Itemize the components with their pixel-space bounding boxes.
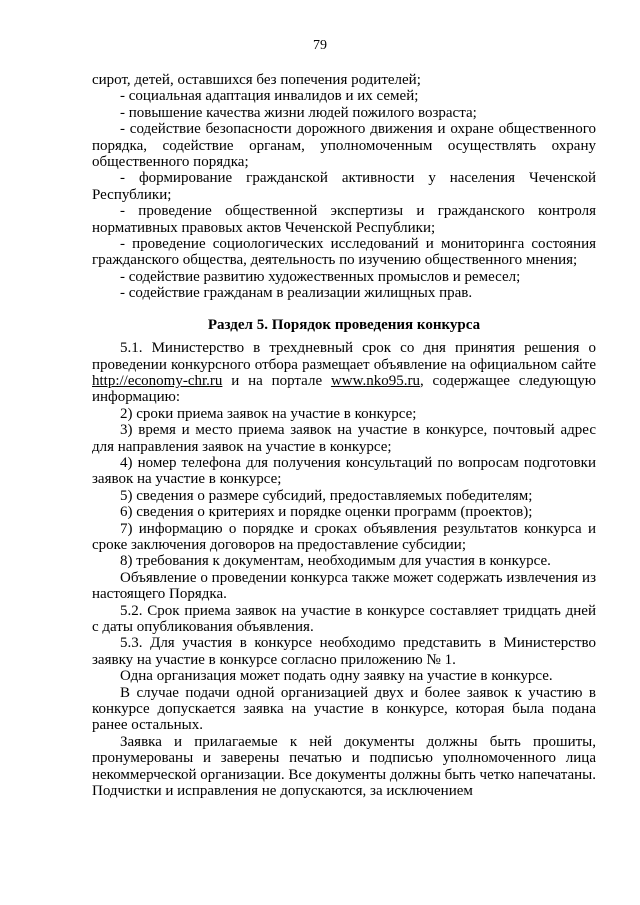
list-item: - проведение социологических исследований и мониторинга состояния гражданского общества, деятельность по изучению общественного мнения; bbox=[92, 236, 596, 269]
paragraph: Одна организация может подать одну заявку на участие в конкурсе. bbox=[120, 668, 553, 685]
list-item: 6) сведения о критериях и порядке оценки программ (проектов); bbox=[120, 504, 533, 521]
paragraph: Заявка и прилагаемые к ней документы должны быть прошиты, пронумерованы и заверены печатью и подписью уполномоченного лица некоммерческой организации. Все документы должны быть четко напечатаны. Подчистки и исправления не допускаются, за исключением bbox=[92, 733, 596, 800]
list-item: - проведение общественной экспертизы и гражданского контроля нормативных правовых актов Чеченской Республики; bbox=[92, 203, 596, 236]
list-item: - содействие гражданам в реализации жилищных прав. bbox=[120, 285, 473, 302]
paragraph: Объявление о проведении конкурса также может содержать извлечения из настоящего Порядка. bbox=[92, 569, 596, 603]
section-heading: Раздел 5. Порядок проведения конкурса bbox=[207, 316, 481, 333]
list-item: 4) номер телефона для получения консультаций по вопросам подготовки заявок на участие в конкурсе; bbox=[92, 454, 596, 488]
list-item: 8) требования к документам, необходимым для участия в конкурсе. bbox=[120, 553, 551, 570]
paragraph-5-1 bbox=[92, 340, 596, 406]
list-item: - повышение качества жизни людей пожилого возраста; bbox=[120, 104, 477, 121]
list-item: 3) время и место приема заявок на участие в конкурсе, почтовый адрес для направления заявок на участие в конкурсе; bbox=[92, 422, 596, 455]
list-item: 5) сведения о размере субсидий, предоставляемых победителям; bbox=[120, 487, 533, 504]
list-item: 7) информацию о порядке и сроках объявления результатов конкурса и сроке заключения договоров на предоставление субсидии; bbox=[92, 520, 596, 553]
economy-site-link[interactable]: http://economy-chr.ru bbox=[92, 372, 223, 389]
paragraph-5-2: 5.2. Срок приема заявок на участие в конкурсе составляет тридцать дней с даты опубликования объявления. bbox=[92, 602, 596, 635]
page-content bbox=[92, 72, 596, 799]
paragraph: В случае подачи одной организацией двух и более заявок к участию в конкурсе допускается заявка на участие в конкурсе, которая была подана ранее остальных. bbox=[92, 684, 596, 734]
list-item: 2) сроки приема заявок на участие в конкурсе; bbox=[120, 405, 417, 422]
paragraph-text: 5.1. Министерство в трехдневный срок со дня принятия решения о проведении конкурсного отбора размещает объявление на официальном сайте bbox=[92, 340, 596, 373]
paragraph-text: , содержащее следующую информацию: bbox=[92, 372, 596, 406]
list-item: - содействие развитию художественных промыслов и ремесел; bbox=[120, 268, 521, 285]
list-item: - социальная адаптация инвалидов и их семей; bbox=[120, 88, 419, 105]
paragraph-text: и на портале bbox=[222, 372, 331, 389]
paragraph-5-3: 5.3. Для участия в конкурсе необходимо представить в Министерство заявку на участие в конкурсе согласно приложению № 1. bbox=[92, 635, 596, 668]
paragraph: сирот, детей, оставшихся без попечения родителей; bbox=[92, 72, 421, 88]
list-item: - формирование гражданской активности у населения Чеченской Республики; bbox=[92, 170, 596, 203]
nko-portal-link[interactable]: www.nko95.ru bbox=[330, 372, 420, 389]
list-item: - содействие безопасности дорожного движения и охране общественного порядка, содействие органам, уполномоченным осуществлять охрану общественного порядка; bbox=[92, 121, 596, 171]
page-number: 79 bbox=[313, 38, 327, 53]
